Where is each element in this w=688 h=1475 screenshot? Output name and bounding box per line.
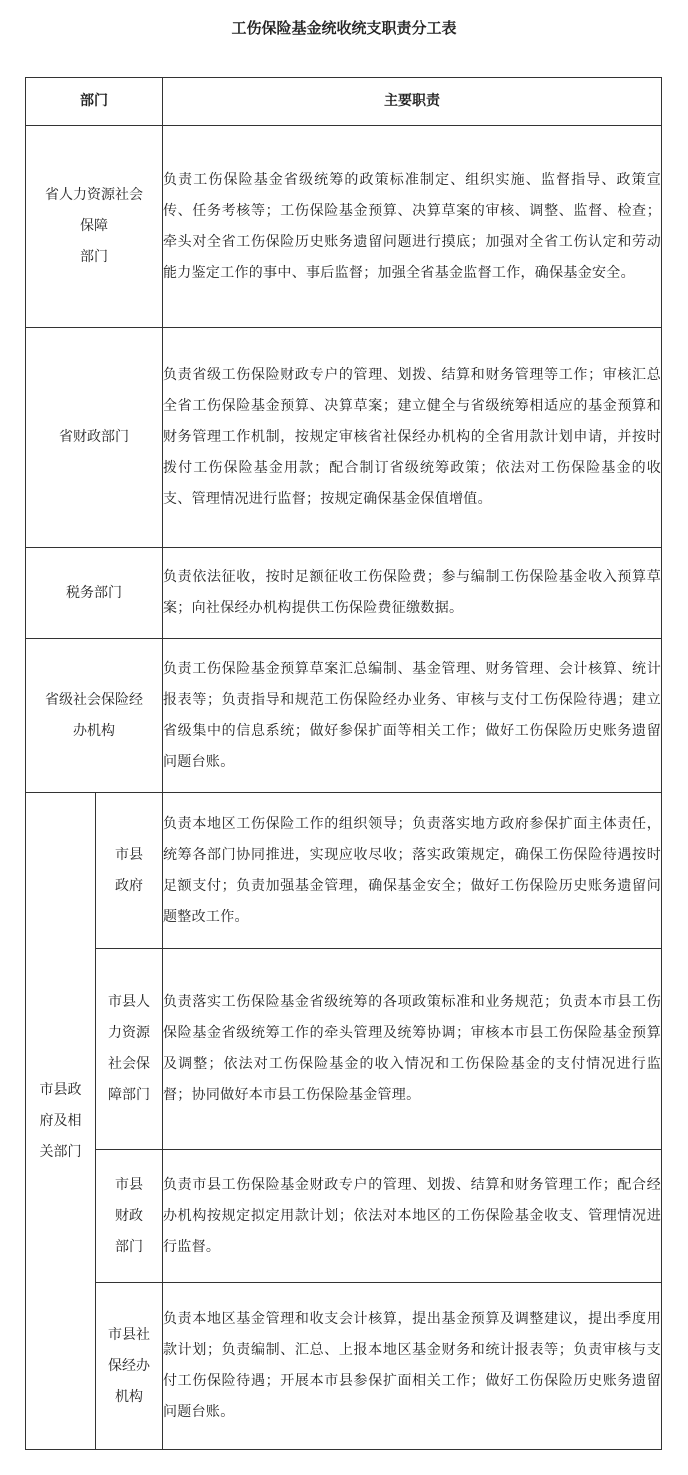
duties-cell: 负责落实工伤保险基金省级统筹的各项政策标准和业务规范；负责本市县工伤保险基金省级统筹工作的牵头管理及统筹协调；审核本市县工伤保险基金预算及调整；依法对工伤保险基金的收入情况和工伤保险基金的支付情况进行监督；协同做好本市县工伤保险基金管理。 — [163, 949, 662, 1150]
table-row — [26, 548, 662, 639]
duties-cell: 负责工伤保险基金省级统筹的政策标准制定、组织实施、监督指导、政策宣传、任务考核等；工伤保险基金预算、决算草案的审核、调整、监督、检查；牵头对全省工伤保险历史账务遗留问题进行摸底；加强对全省工伤认定和劳动能力鉴定工作的事中、事后监督；加强全省基金监督工作，确保基金安全。 — [163, 126, 662, 328]
group-department-line: 府及相 — [39, 1112, 82, 1129]
sub-department-cell — [96, 1150, 163, 1283]
sub-department-line: 障部门 — [108, 1087, 150, 1103]
group-department-line: 市县政 — [39, 1081, 82, 1098]
table-row — [26, 126, 662, 328]
duties-cell: 负责依法征收，按时足额征收工伤保险费；参与编制工伤保险基金收入预算草案；向社保经办机构提供工伤保险费征缴数据。 — [163, 548, 662, 639]
header-duties: 主要职责 — [163, 78, 662, 126]
department-line: 办机构 — [73, 722, 115, 739]
group-department-line: 关部门 — [39, 1143, 82, 1160]
sub-department-line: 市县社 — [108, 1326, 150, 1343]
header-department: 部门 — [26, 78, 163, 126]
table-row — [26, 639, 662, 793]
table-row — [26, 328, 662, 548]
page-title: 工伤保险基金统收统支职责分工表 — [231, 19, 457, 37]
duties-cell: 负责本地区工伤保险工作的组织领导；负责落实地方政府参保扩面主体责任，统筹各部门协同推进，实现应收尽收；落实政策规定，确保工伤保险待遇按时足额支付；负责加强基金管理，确保基金安全；做好工伤保险历史账务遗留问题整改工作。 — [163, 793, 662, 949]
sub-department-cell — [96, 949, 163, 1150]
sub-department-cell — [96, 793, 163, 949]
department-line: 税务部门 — [66, 584, 122, 601]
sub-department-line: 机构 — [115, 1388, 143, 1405]
duties-cell: 负责市县工伤保险基金财政专户的管理、划拨、结算和财务管理工作；配合经办机构按规定拟定用款计划；依法对本地区的工伤保险基金收支、管理情况进行监督。 — [163, 1150, 662, 1283]
group-department-cell — [26, 793, 96, 1450]
sub-department-line: 市县 — [115, 1176, 143, 1193]
sub-department-line: 部门 — [115, 1238, 143, 1255]
sub-department-line: 市县 — [115, 846, 143, 863]
duties-cell: 负责省级工伤保险财政专户的管理、划拨、结算和财务管理等工作；审核汇总全省工伤保险基金预算、决算草案；建立健全与省级统筹相适应的基金预算和财务管理工作机制，按规定审核省社保经办机构的全省用款计划申请，并按时拨付工伤保险基金用款；配合制订省级统筹政策；依法对工伤保险基金的收支、管理情况进行监督；按规定确保基金保值增值。 — [163, 328, 662, 548]
table-row — [26, 1283, 662, 1450]
department-cell — [26, 328, 163, 548]
sub-department-line: 力资源 — [108, 1025, 150, 1041]
table-row — [26, 1150, 662, 1283]
sub-department-line: 市县人 — [108, 994, 150, 1010]
duties-cell: 负责工伤保险基金预算草案汇总编制、基金管理、财务管理、会计核算、统计报表等；负责指导和规范工伤保险经办业务、审核与支付工伤保险待遇；建立省级集中的信息系统；做好参保扩面等相关工作；做好工伤保险历史账务遗留问题台账。 — [163, 639, 662, 793]
department-line: 省人力资源社会 — [45, 187, 143, 203]
sub-department-line: 财政 — [115, 1207, 143, 1224]
sub-department-line: 政府 — [115, 877, 143, 894]
department-line: 省级社会保险经 — [45, 691, 143, 708]
sub-department-line: 保经办 — [108, 1357, 150, 1374]
department-line: 部门 — [80, 249, 108, 265]
table-header-row — [26, 78, 662, 126]
department-line: 省财政部门 — [59, 429, 129, 445]
sub-department-cell — [96, 1283, 163, 1450]
department-cell — [26, 548, 163, 639]
sub-department-line: 社会保 — [108, 1056, 150, 1072]
department-cell — [26, 639, 163, 793]
duties-cell: 负责本地区基金管理和收支会计核算，提出基金预算及调整建议，提出季度用款计划；负责编制、汇总、上报本地区基金财务和统计报表等；负责审核与支付工伤保险待遇；开展本市县参保扩面相关工作；做好工伤保险历史账务遗留问题台账。 — [163, 1283, 662, 1450]
department-cell — [26, 126, 163, 328]
department-line: 保障 — [80, 218, 108, 234]
table-row — [26, 949, 662, 1150]
table-row — [26, 793, 662, 949]
duty-table — [25, 77, 662, 1450]
